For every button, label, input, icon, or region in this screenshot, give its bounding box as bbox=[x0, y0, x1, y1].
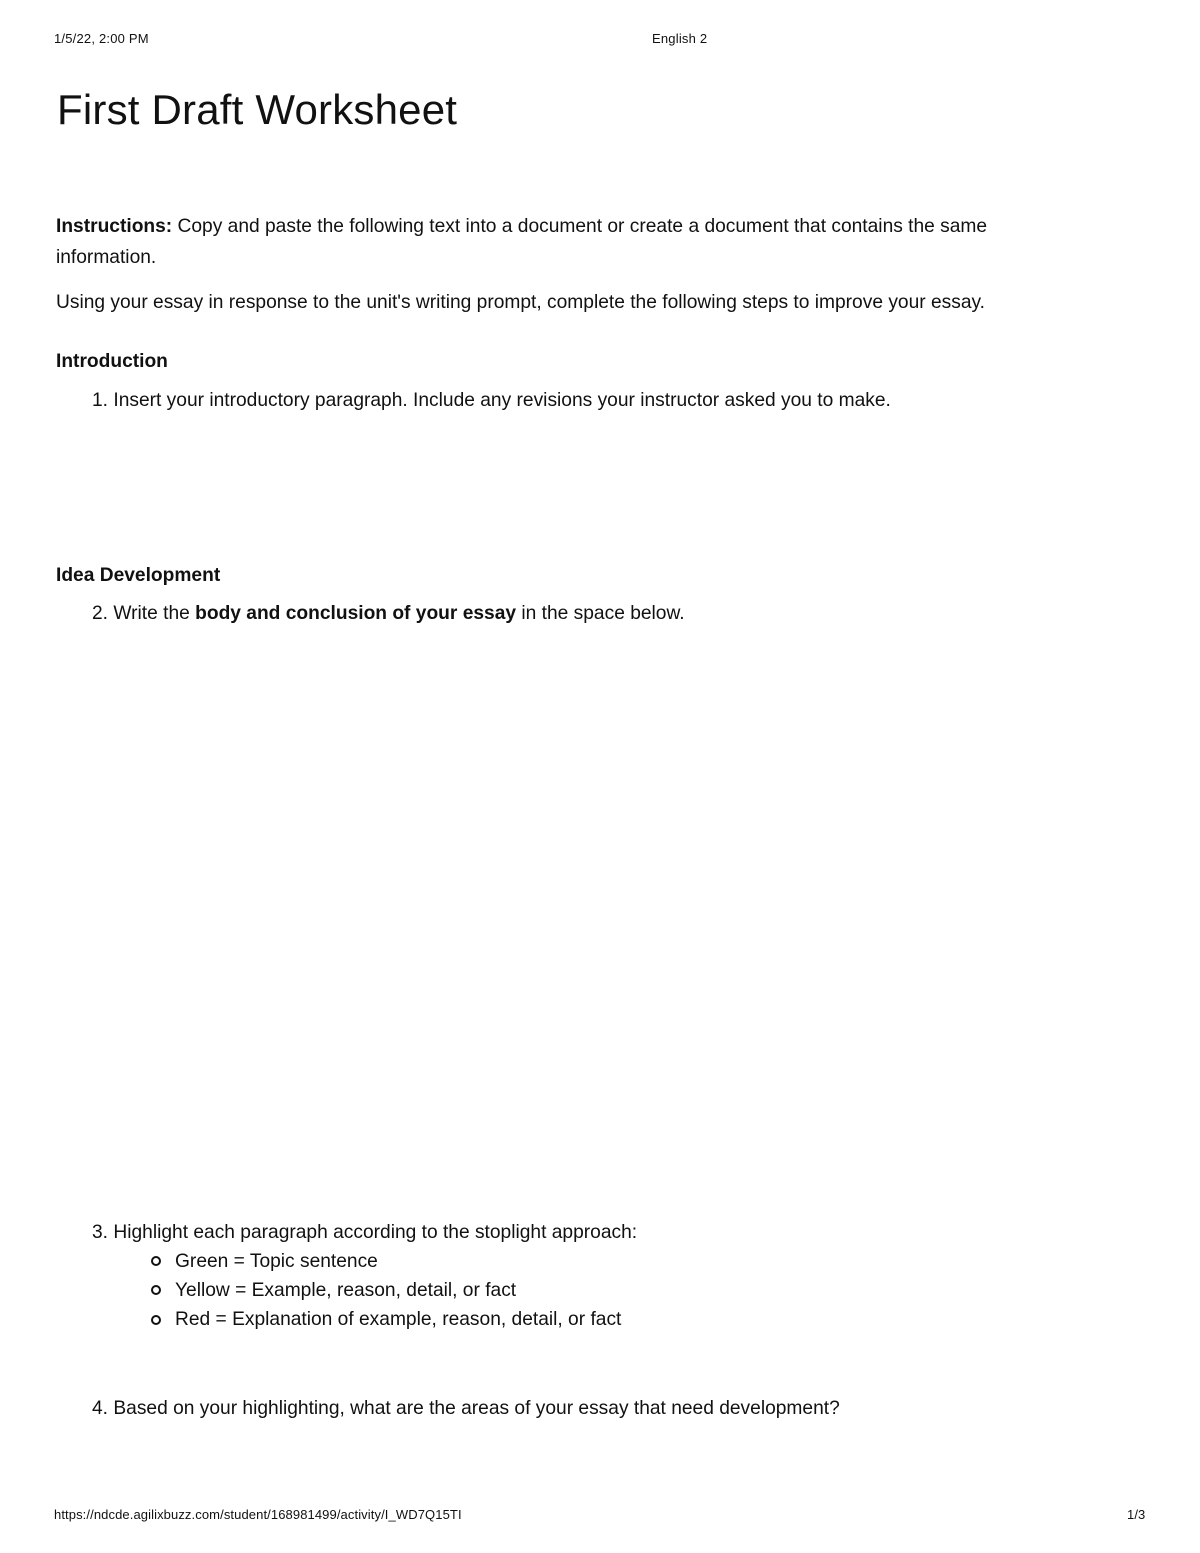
instructions-text: Copy and paste the following text into a document or create a document that contains the same bbox=[172, 216, 988, 237]
bullet-item-green: Green = Topic sentence bbox=[175, 1251, 378, 1272]
list-item-text-pre: Write the bbox=[113, 603, 196, 624]
list-item-text: Highlight each paragraph according to the stoplight approach: bbox=[113, 1222, 638, 1243]
list-item-1 bbox=[92, 385, 891, 416]
list-item-3 bbox=[92, 1217, 637, 1248]
bullet-circle-icon bbox=[151, 1256, 161, 1266]
intro-paragraph: Using your essay in response to the unit's writing prompt, complete the following steps to improve your essay. bbox=[56, 292, 986, 313]
list-item-number: 1. bbox=[92, 390, 109, 411]
list-item-number: 2. bbox=[92, 603, 109, 624]
bullet-circle-icon bbox=[151, 1285, 161, 1295]
page-title: First Draft Worksheet bbox=[57, 86, 458, 133]
section-heading-idea-development: Idea Development bbox=[56, 565, 221, 586]
bullet-item-yellow: Yellow = Example, reason, detail, or fact bbox=[175, 1280, 517, 1301]
print-footer-url: https://ndcde.agilixbuzz.com/student/168981499/activity/I_WD7Q15TI bbox=[54, 1507, 462, 1522]
print-page-number: 1/3 bbox=[1127, 1507, 1146, 1522]
list-item-text: Insert your introductory paragraph. Include any revisions your instructor asked you to make. bbox=[113, 390, 891, 411]
section-heading-introduction: Introduction bbox=[56, 351, 168, 372]
list-item-number: 3. bbox=[92, 1222, 109, 1243]
bullet-circle-icon bbox=[151, 1315, 161, 1325]
list-item-text-bold: body and conclusion of your essay bbox=[195, 603, 517, 624]
print-course-title: English 2 bbox=[652, 31, 708, 46]
print-datetime: 1/5/22, 2:00 PM bbox=[54, 31, 149, 46]
list-item-text: Based on your highlighting, what are the areas of your essay that need development? bbox=[113, 1398, 840, 1419]
instructions-line2: information. bbox=[56, 247, 157, 268]
list-item-number: 4. bbox=[92, 1398, 109, 1419]
list-item-2 bbox=[92, 598, 685, 629]
list-item-text-post: in the space below. bbox=[516, 603, 685, 624]
bullet-item-red: Red = Explanation of example, reason, detail, or fact bbox=[175, 1309, 622, 1330]
instructions-line1 bbox=[56, 211, 987, 242]
instructions-label: Instructions: bbox=[56, 216, 173, 237]
list-item-4 bbox=[92, 1393, 840, 1424]
